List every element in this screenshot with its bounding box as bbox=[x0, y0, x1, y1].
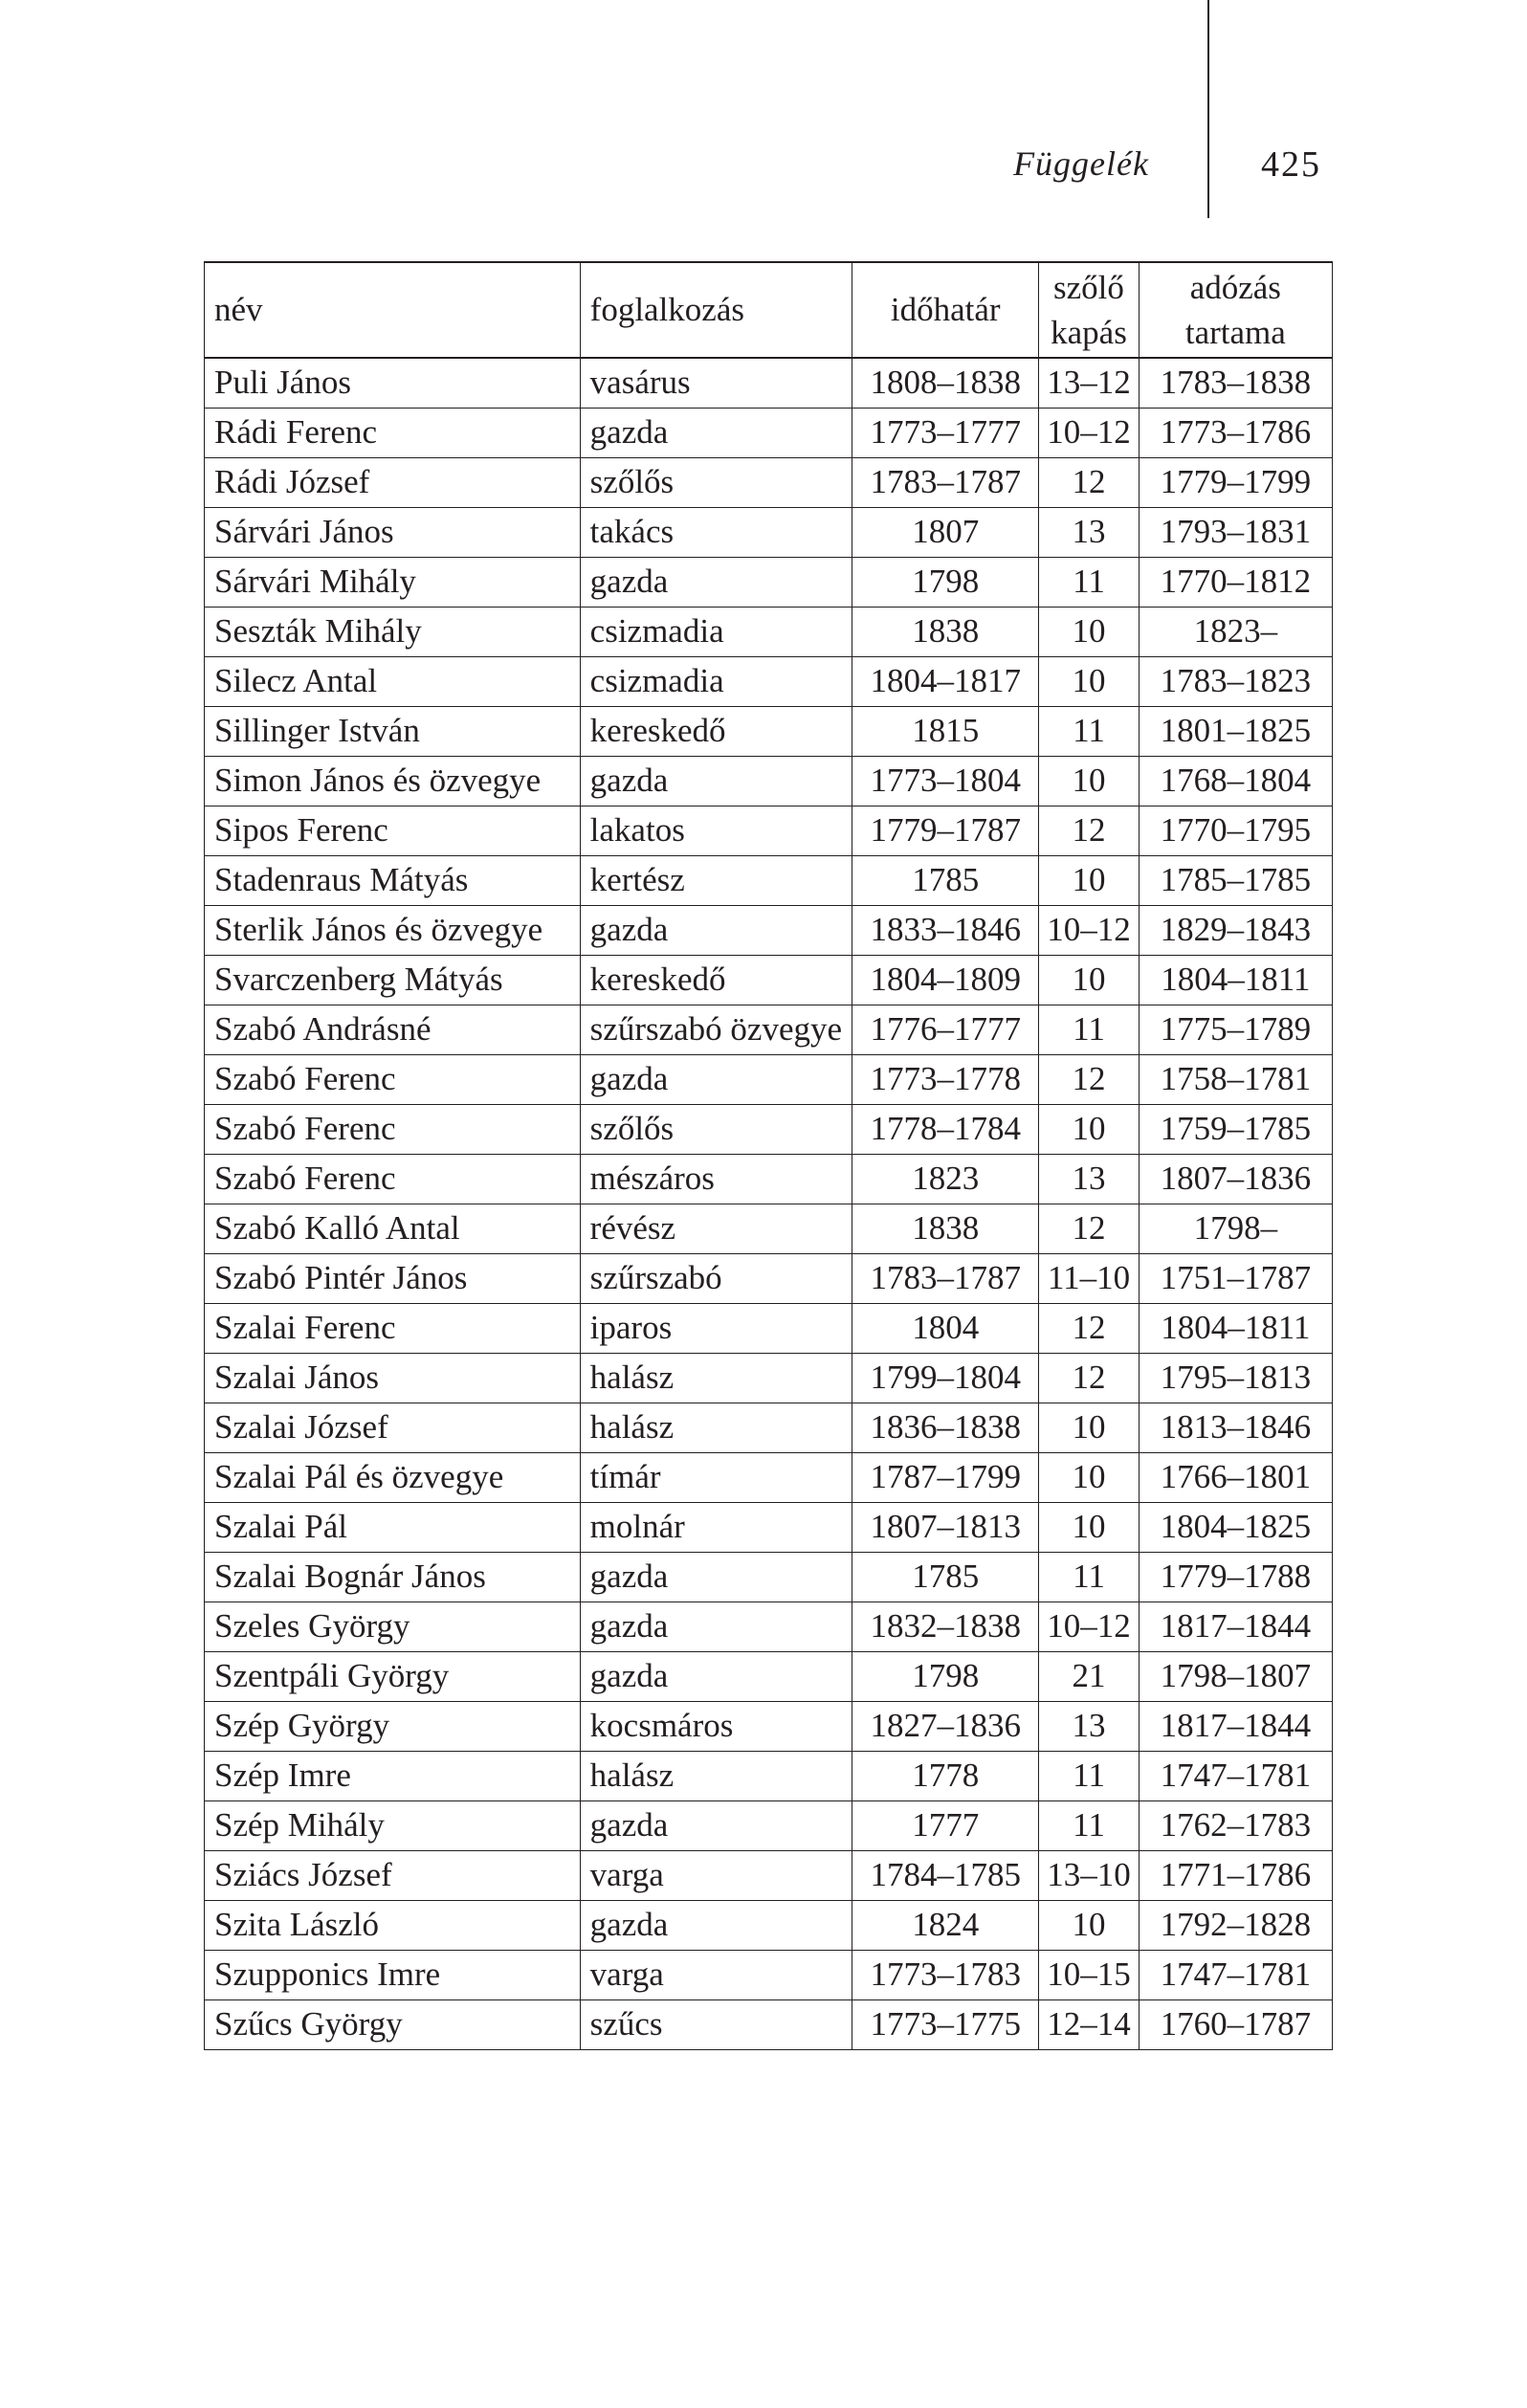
cell-tax-duration: 1817–1844 bbox=[1139, 1702, 1332, 1752]
cell-name: Szalai Pál és özvegye bbox=[205, 1453, 581, 1503]
cell-name: Sipos Ferenc bbox=[205, 806, 581, 856]
cell-vineyard: 13 bbox=[1039, 1155, 1139, 1204]
table-row bbox=[205, 757, 1333, 806]
cell-vineyard: 10 bbox=[1039, 608, 1139, 657]
section-name: Függelék bbox=[1013, 144, 1149, 183]
cell-period: 1808–1838 bbox=[852, 358, 1039, 409]
cell-tax-duration: 1817–1844 bbox=[1139, 1602, 1332, 1652]
cell-vineyard: 21 bbox=[1039, 1652, 1139, 1702]
cell-occupation: csizmadia bbox=[580, 657, 852, 707]
cell-occupation: szűrszabó bbox=[580, 1254, 852, 1304]
cell-period: 1785 bbox=[852, 856, 1039, 906]
cell-name: Seszták Mihály bbox=[205, 608, 581, 657]
table-row bbox=[205, 1752, 1333, 1801]
cell-vineyard: 11 bbox=[1039, 1553, 1139, 1602]
cell-occupation: mészáros bbox=[580, 1155, 852, 1204]
table-row bbox=[205, 806, 1333, 856]
cell-name: Szabó Ferenc bbox=[205, 1155, 581, 1204]
cell-vineyard: 11–10 bbox=[1039, 1254, 1139, 1304]
cell-period: 1773–1804 bbox=[852, 757, 1039, 806]
cell-name: Szentpáli György bbox=[205, 1652, 581, 1702]
cell-tax-duration: 1801–1825 bbox=[1139, 707, 1332, 757]
table-row bbox=[205, 1204, 1333, 1254]
cell-tax-duration: 1759–1785 bbox=[1139, 1105, 1332, 1155]
table-row bbox=[205, 906, 1333, 956]
cell-name: Szép Mihály bbox=[205, 1801, 581, 1851]
running-head bbox=[0, 144, 1527, 191]
cell-period: 1832–1838 bbox=[852, 1602, 1039, 1652]
cell-occupation: vasárus bbox=[580, 358, 852, 409]
header-tax-line2: tartama bbox=[1184, 314, 1286, 351]
cell-name: Stadenraus Mátyás bbox=[205, 856, 581, 906]
cell-period: 1827–1836 bbox=[852, 1702, 1039, 1752]
cell-name: Sillinger István bbox=[205, 707, 581, 757]
cell-vineyard: 12 bbox=[1039, 458, 1139, 508]
cell-occupation: gazda bbox=[580, 906, 852, 956]
cell-tax-duration: 1804–1811 bbox=[1139, 1304, 1332, 1354]
table-row bbox=[205, 1354, 1333, 1403]
cell-name: Szita László bbox=[205, 1901, 581, 1951]
cell-name: Sterlik János és özvegye bbox=[205, 906, 581, 956]
header-vineyard-line1: szőlő bbox=[1053, 268, 1124, 306]
table-row bbox=[205, 608, 1333, 657]
table-row bbox=[205, 358, 1333, 409]
cell-period: 1798 bbox=[852, 1652, 1039, 1702]
cell-period: 1784–1785 bbox=[852, 1851, 1039, 1901]
cell-name: Szalai Bognár János bbox=[205, 1553, 581, 1602]
cell-tax-duration: 1762–1783 bbox=[1139, 1801, 1332, 1851]
cell-period: 1807–1813 bbox=[852, 1503, 1039, 1553]
cell-vineyard: 10–12 bbox=[1039, 1602, 1139, 1652]
cell-name: Szalai Ferenc bbox=[205, 1304, 581, 1354]
cell-period: 1783–1787 bbox=[852, 1254, 1039, 1304]
cell-tax-duration: 1768–1804 bbox=[1139, 757, 1332, 806]
cell-occupation: iparos bbox=[580, 1304, 852, 1354]
cell-name: Szűcs György bbox=[205, 2000, 581, 2050]
cell-period: 1778–1784 bbox=[852, 1105, 1039, 1155]
cell-tax-duration: 1779–1788 bbox=[1139, 1553, 1332, 1602]
cell-occupation: szűcs bbox=[580, 2000, 852, 2050]
cell-occupation: kocsmáros bbox=[580, 1702, 852, 1752]
header-name: név bbox=[205, 262, 581, 358]
cell-vineyard: 12 bbox=[1039, 1354, 1139, 1403]
cell-period: 1773–1777 bbox=[852, 409, 1039, 458]
cell-tax-duration: 1829–1843 bbox=[1139, 906, 1332, 956]
cell-period: 1787–1799 bbox=[852, 1453, 1039, 1503]
cell-vineyard: 13–10 bbox=[1039, 1851, 1139, 1901]
cell-tax-duration: 1751–1787 bbox=[1139, 1254, 1332, 1304]
cell-period: 1798 bbox=[852, 558, 1039, 608]
table-row bbox=[205, 458, 1333, 508]
table-row bbox=[205, 1453, 1333, 1503]
table-row bbox=[205, 707, 1333, 757]
cell-vineyard: 10–12 bbox=[1039, 906, 1139, 956]
table-row bbox=[205, 1055, 1333, 1105]
cell-name: Sziács József bbox=[205, 1851, 581, 1901]
cell-occupation: varga bbox=[580, 1851, 852, 1901]
table-row bbox=[205, 1155, 1333, 1204]
table-row bbox=[205, 1901, 1333, 1951]
cell-tax-duration: 1807–1836 bbox=[1139, 1155, 1332, 1204]
cell-occupation: kertész bbox=[580, 856, 852, 906]
cell-tax-duration: 1770–1812 bbox=[1139, 558, 1332, 608]
cell-vineyard: 10 bbox=[1039, 956, 1139, 1005]
table-row bbox=[205, 558, 1333, 608]
table-row bbox=[205, 1652, 1333, 1702]
cell-period: 1804 bbox=[852, 1304, 1039, 1354]
cell-period: 1773–1783 bbox=[852, 1951, 1039, 2000]
cell-occupation: gazda bbox=[580, 1055, 852, 1105]
cell-vineyard: 11 bbox=[1039, 1005, 1139, 1055]
cell-occupation: révész bbox=[580, 1204, 852, 1254]
table-row bbox=[205, 1503, 1333, 1553]
table-row bbox=[205, 508, 1333, 558]
cell-tax-duration: 1747–1781 bbox=[1139, 1951, 1332, 2000]
cell-vineyard: 10 bbox=[1039, 1403, 1139, 1453]
cell-tax-duration: 1747–1781 bbox=[1139, 1752, 1332, 1801]
cell-vineyard: 10 bbox=[1039, 1453, 1139, 1503]
header-period: időhatár bbox=[852, 262, 1039, 358]
cell-period: 1773–1775 bbox=[852, 2000, 1039, 2050]
cell-name: Simon János és özvegye bbox=[205, 757, 581, 806]
cell-vineyard: 11 bbox=[1039, 707, 1139, 757]
cell-period: 1823 bbox=[852, 1155, 1039, 1204]
cell-vineyard: 13–12 bbox=[1039, 358, 1139, 409]
cell-occupation: lakatos bbox=[580, 806, 852, 856]
cell-name: Sárvári János bbox=[205, 508, 581, 558]
header-tax-duration bbox=[1139, 262, 1332, 358]
cell-tax-duration: 1804–1825 bbox=[1139, 1503, 1332, 1553]
table-row bbox=[205, 856, 1333, 906]
cell-period: 1807 bbox=[852, 508, 1039, 558]
cell-name: Szép Imre bbox=[205, 1752, 581, 1801]
cell-name: Szabó Kalló Antal bbox=[205, 1204, 581, 1254]
cell-name: Szabó Ferenc bbox=[205, 1055, 581, 1105]
cell-vineyard: 12 bbox=[1039, 1204, 1139, 1254]
header-tax-line1: adózás bbox=[1189, 268, 1281, 306]
cell-tax-duration: 1783–1838 bbox=[1139, 358, 1332, 409]
cell-tax-duration: 1823– bbox=[1139, 608, 1332, 657]
table-row bbox=[205, 1304, 1333, 1354]
cell-vineyard: 13 bbox=[1039, 1702, 1139, 1752]
cell-occupation: halász bbox=[580, 1403, 852, 1453]
cell-vineyard: 10 bbox=[1039, 657, 1139, 707]
cell-occupation: gazda bbox=[580, 558, 852, 608]
cell-occupation: gazda bbox=[580, 1602, 852, 1652]
cell-period: 1836–1838 bbox=[852, 1403, 1039, 1453]
table-row bbox=[205, 1702, 1333, 1752]
cell-name: Puli János bbox=[205, 358, 581, 409]
cell-vineyard: 12 bbox=[1039, 1055, 1139, 1105]
cell-name: Sárvári Mihály bbox=[205, 558, 581, 608]
table-row bbox=[205, 956, 1333, 1005]
table-row bbox=[205, 1005, 1333, 1055]
table-header bbox=[205, 262, 1333, 358]
cell-period: 1804–1817 bbox=[852, 657, 1039, 707]
cell-occupation: takács bbox=[580, 508, 852, 558]
cell-occupation: gazda bbox=[580, 1652, 852, 1702]
cell-tax-duration: 1766–1801 bbox=[1139, 1453, 1332, 1503]
header-row bbox=[205, 262, 1333, 358]
cell-period: 1799–1804 bbox=[852, 1354, 1039, 1403]
cell-vineyard: 10 bbox=[1039, 1901, 1139, 1951]
cell-name: Szeles György bbox=[205, 1602, 581, 1652]
cell-name: Szabó Pintér János bbox=[205, 1254, 581, 1304]
cell-period: 1804–1809 bbox=[852, 956, 1039, 1005]
cell-name: Szabó Ferenc bbox=[205, 1105, 581, 1155]
cell-vineyard: 10–15 bbox=[1039, 1951, 1139, 2000]
cell-tax-duration: 1775–1789 bbox=[1139, 1005, 1332, 1055]
cell-tax-duration: 1770–1795 bbox=[1139, 806, 1332, 856]
cell-occupation: halász bbox=[580, 1354, 852, 1403]
cell-occupation: kereskedő bbox=[580, 956, 852, 1005]
cell-name: Szalai József bbox=[205, 1403, 581, 1453]
cell-period: 1783–1787 bbox=[852, 458, 1039, 508]
header-vineyard bbox=[1039, 262, 1139, 358]
cell-occupation: gazda bbox=[580, 409, 852, 458]
cell-name: Szabó Andrásné bbox=[205, 1005, 581, 1055]
cell-tax-duration: 1795–1813 bbox=[1139, 1354, 1332, 1403]
cell-period: 1838 bbox=[852, 1204, 1039, 1254]
cell-tax-duration: 1779–1799 bbox=[1139, 458, 1332, 508]
cell-vineyard: 10–12 bbox=[1039, 409, 1139, 458]
cell-tax-duration: 1792–1828 bbox=[1139, 1901, 1332, 1951]
cell-tax-duration: 1793–1831 bbox=[1139, 508, 1332, 558]
cell-vineyard: 10 bbox=[1039, 856, 1139, 906]
cell-occupation: gazda bbox=[580, 757, 852, 806]
cell-occupation: szőlős bbox=[580, 458, 852, 508]
cell-period: 1838 bbox=[852, 608, 1039, 657]
header-occupation: foglalkozás bbox=[580, 262, 852, 358]
cell-period: 1833–1846 bbox=[852, 906, 1039, 956]
cell-period: 1773–1778 bbox=[852, 1055, 1039, 1105]
cell-vineyard: 10 bbox=[1039, 757, 1139, 806]
cell-vineyard: 12 bbox=[1039, 1304, 1139, 1354]
cell-period: 1777 bbox=[852, 1801, 1039, 1851]
cell-period: 1776–1777 bbox=[852, 1005, 1039, 1055]
cell-vineyard: 11 bbox=[1039, 1752, 1139, 1801]
cell-tax-duration: 1804–1811 bbox=[1139, 956, 1332, 1005]
cell-occupation: szőlős bbox=[580, 1105, 852, 1155]
cell-tax-duration: 1783–1823 bbox=[1139, 657, 1332, 707]
table-row bbox=[205, 1951, 1333, 2000]
cell-tax-duration: 1758–1781 bbox=[1139, 1055, 1332, 1105]
cell-vineyard: 12 bbox=[1039, 806, 1139, 856]
cell-tax-duration: 1760–1787 bbox=[1139, 2000, 1332, 2050]
cell-occupation: molnár bbox=[580, 1503, 852, 1553]
table-row bbox=[205, 2000, 1333, 2050]
taxpayer-register-table bbox=[204, 261, 1333, 2050]
cell-occupation: kereskedő bbox=[580, 707, 852, 757]
cell-tax-duration: 1798–1807 bbox=[1139, 1652, 1332, 1702]
cell-name: Szép György bbox=[205, 1702, 581, 1752]
cell-occupation: gazda bbox=[580, 1901, 852, 1951]
cell-vineyard: 10 bbox=[1039, 1105, 1139, 1155]
table-row bbox=[205, 1801, 1333, 1851]
cell-name: Szupponics Imre bbox=[205, 1951, 581, 2000]
cell-tax-duration: 1798– bbox=[1139, 1204, 1332, 1254]
cell-occupation: gazda bbox=[580, 1553, 852, 1602]
cell-vineyard: 13 bbox=[1039, 508, 1139, 558]
cell-vineyard: 10 bbox=[1039, 1503, 1139, 1553]
cell-name: Rádi Ferenc bbox=[205, 409, 581, 458]
cell-vineyard: 11 bbox=[1039, 1801, 1139, 1851]
table-row bbox=[205, 1851, 1333, 1901]
cell-period: 1779–1787 bbox=[852, 806, 1039, 856]
cell-occupation: halász bbox=[580, 1752, 852, 1801]
table-row bbox=[205, 1602, 1333, 1652]
cell-period: 1785 bbox=[852, 1553, 1039, 1602]
table-row bbox=[205, 1403, 1333, 1453]
page-number: 425 bbox=[1261, 144, 1321, 185]
table-row bbox=[205, 409, 1333, 458]
table-row bbox=[205, 1105, 1333, 1155]
cell-period: 1824 bbox=[852, 1901, 1039, 1951]
table-row bbox=[205, 1254, 1333, 1304]
cell-occupation: tímár bbox=[580, 1453, 852, 1503]
cell-vineyard: 12–14 bbox=[1039, 2000, 1139, 2050]
table-row bbox=[205, 1553, 1333, 1602]
cell-name: Silecz Antal bbox=[205, 657, 581, 707]
cell-occupation: csizmadia bbox=[580, 608, 852, 657]
cell-name: Svarczenberg Mátyás bbox=[205, 956, 581, 1005]
cell-period: 1778 bbox=[852, 1752, 1039, 1801]
cell-period: 1815 bbox=[852, 707, 1039, 757]
cell-occupation: szűrszabó özvegye bbox=[580, 1005, 852, 1055]
cell-name: Rádi József bbox=[205, 458, 581, 508]
table-body bbox=[205, 358, 1333, 2050]
cell-name: Szalai Pál bbox=[205, 1503, 581, 1553]
cell-tax-duration: 1771–1786 bbox=[1139, 1851, 1332, 1901]
cell-name: Szalai János bbox=[205, 1354, 581, 1403]
cell-occupation: varga bbox=[580, 1951, 852, 2000]
header-vineyard-line2: kapás bbox=[1051, 314, 1127, 351]
cell-occupation: gazda bbox=[580, 1801, 852, 1851]
cell-vineyard: 11 bbox=[1039, 558, 1139, 608]
cell-tax-duration: 1785–1785 bbox=[1139, 856, 1332, 906]
cell-tax-duration: 1813–1846 bbox=[1139, 1403, 1332, 1453]
table-row bbox=[205, 657, 1333, 707]
cell-tax-duration: 1773–1786 bbox=[1139, 409, 1332, 458]
